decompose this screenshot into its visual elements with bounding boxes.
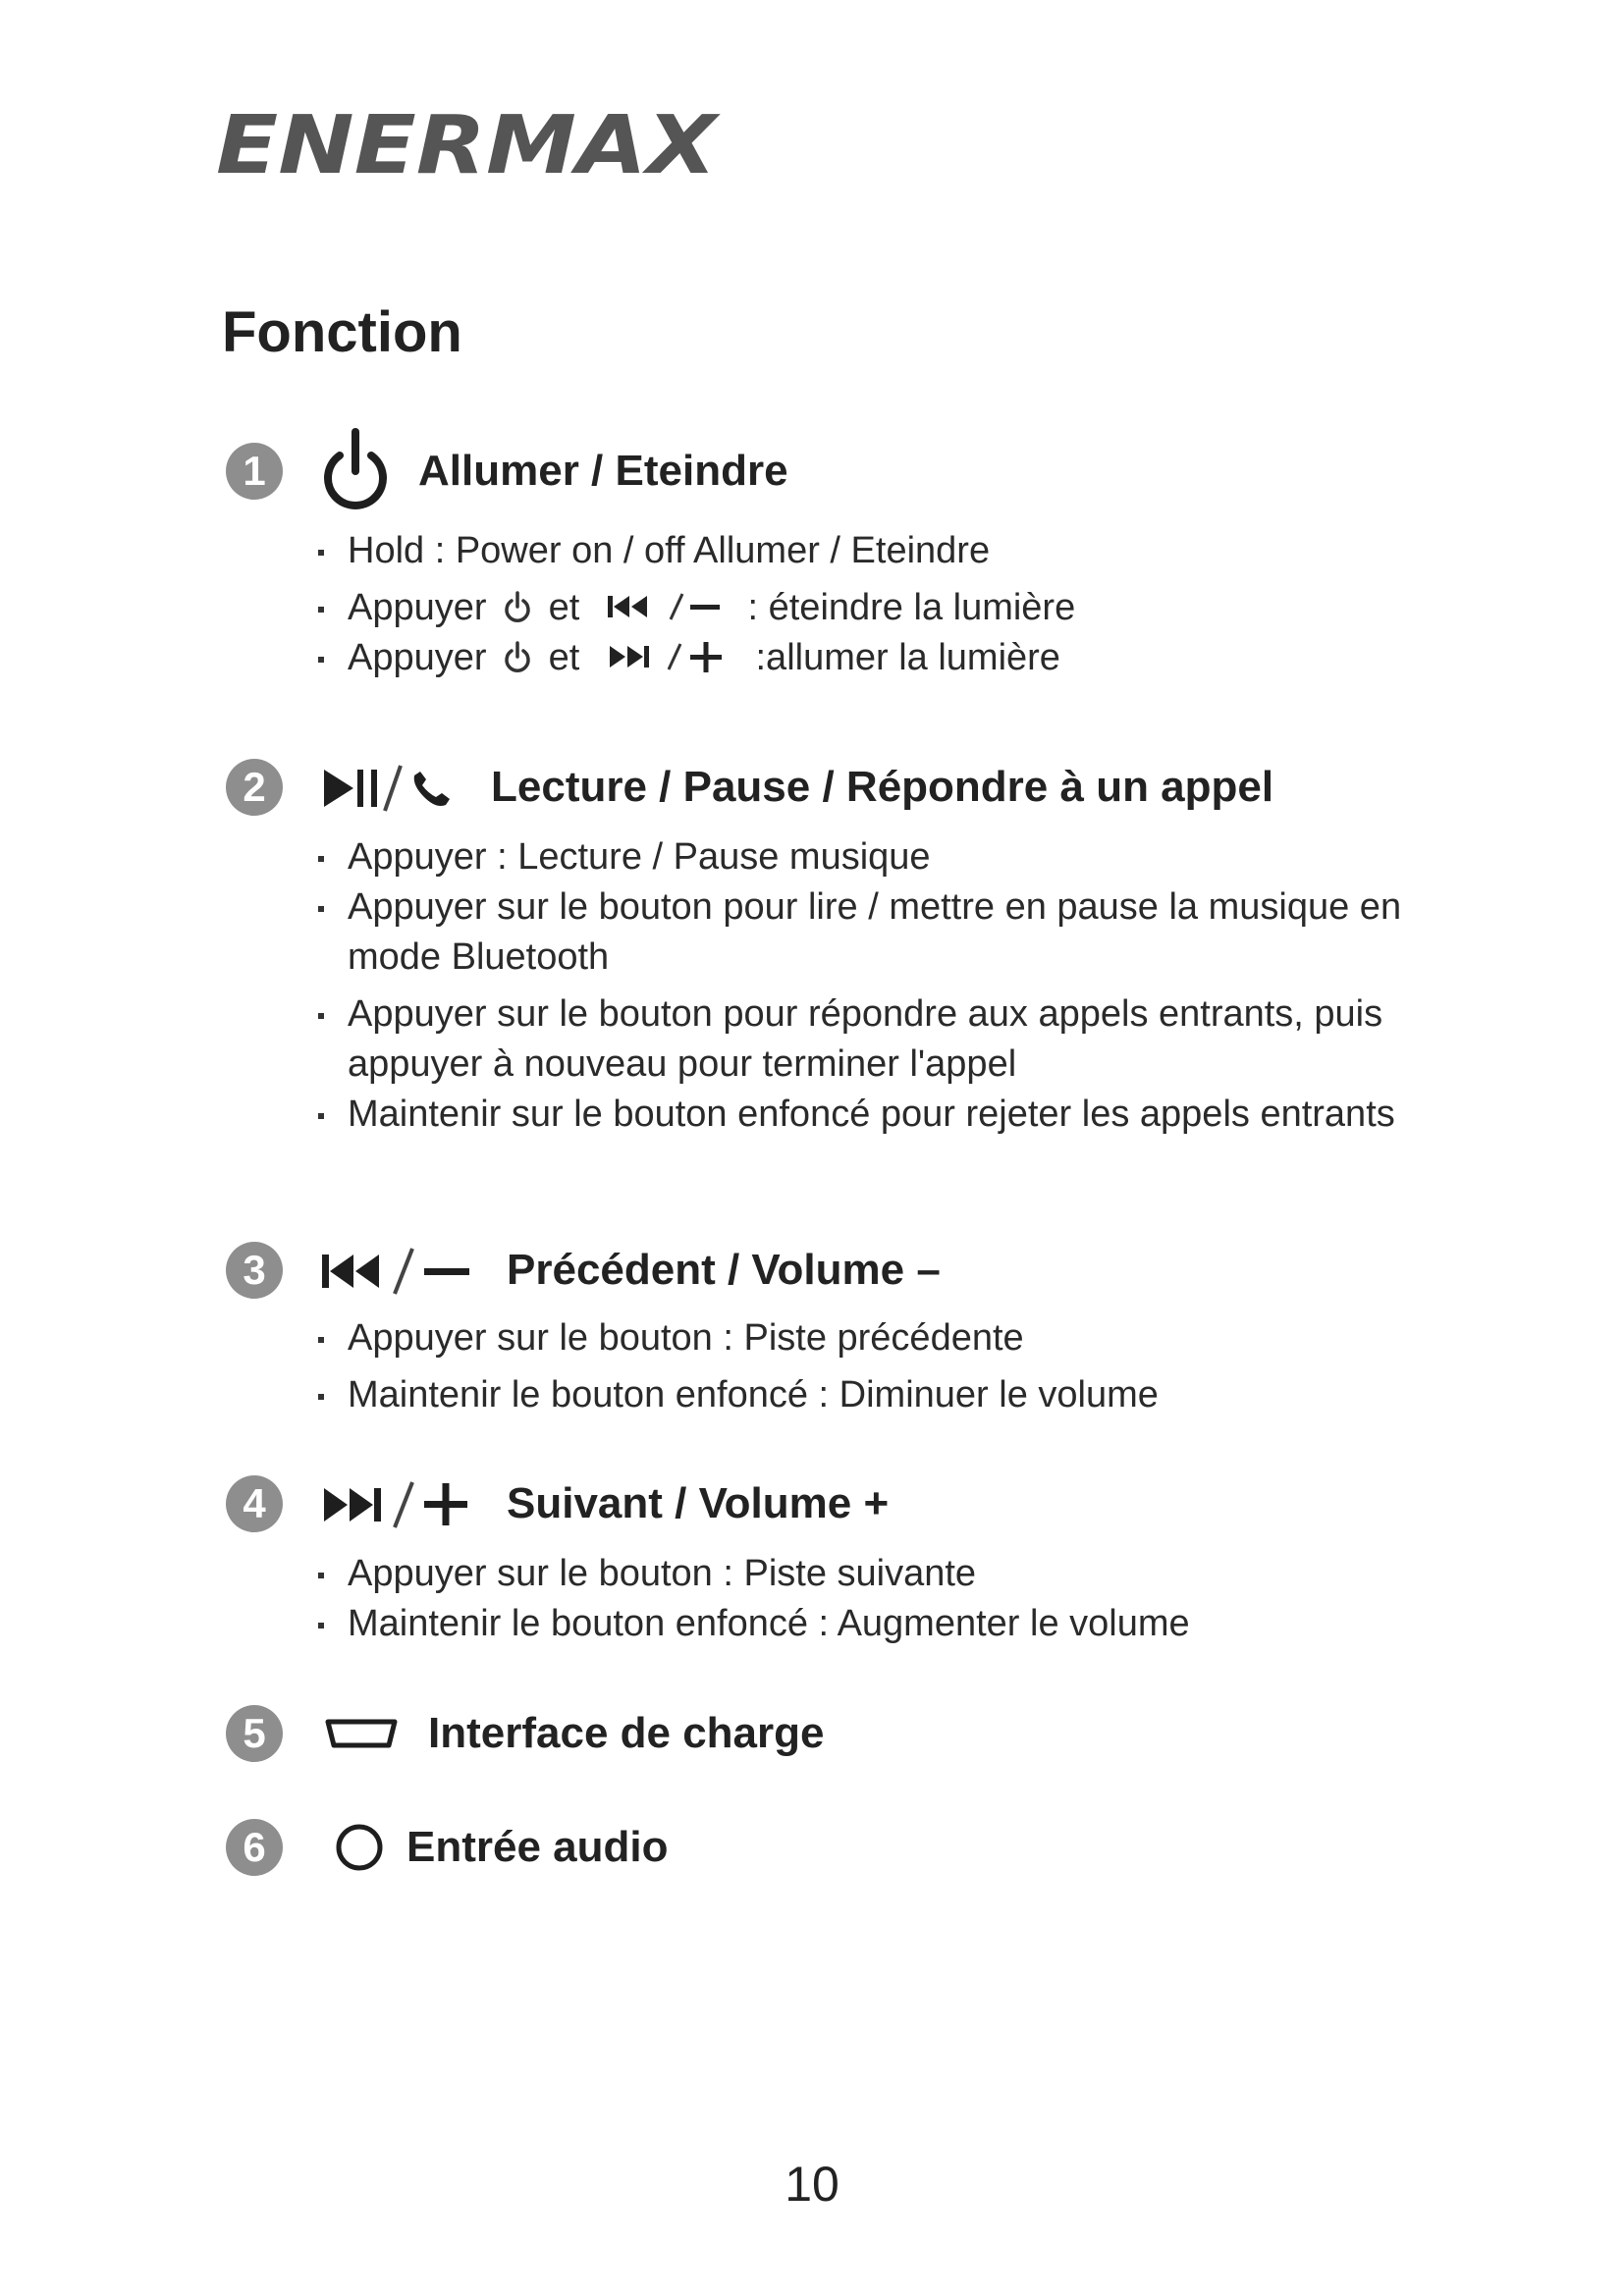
section-previous xyxy=(222,1221,1498,1420)
section-next xyxy=(222,1455,1498,1649)
page-title: Fonction xyxy=(222,300,462,364)
power-icon xyxy=(503,640,532,673)
audio-input-icon xyxy=(334,1822,385,1873)
section-header xyxy=(222,1798,1498,1896)
previous-minus-icon xyxy=(606,590,731,623)
list-item: Maintenir sur le bouton enfoncé pour rejeter les appels entrants xyxy=(318,1090,1477,1140)
section-items xyxy=(318,832,1477,1140)
logo-text: ENERMAX xyxy=(216,102,722,188)
section-title: Entrée audio xyxy=(406,1823,669,1871)
play-pause-phone-icon xyxy=(320,758,467,817)
list-item: Hold : Power on / off Allumer / Eteindre xyxy=(318,526,1477,576)
section-header xyxy=(222,1455,1498,1553)
number-badge: 6 xyxy=(226,1819,283,1876)
list-item: Appuyer et :allumer la lumière xyxy=(318,633,1477,683)
list-item: Appuyer sur le bouton : Piste suivante xyxy=(318,1549,1477,1599)
list-item: Appuyer sur le bouton pour lire / mettre en pause la musique en mode Bluetooth xyxy=(318,882,1477,983)
section-items xyxy=(318,1549,1477,1649)
list-item: Appuyer sur le bouton : Piste précédente xyxy=(318,1313,1477,1363)
section-header xyxy=(222,422,1498,520)
number-badge: 4 xyxy=(226,1475,283,1532)
section-title: Lecture / Pause / Répondre à un appel xyxy=(491,763,1274,811)
power-icon xyxy=(318,426,393,516)
section-audio-input xyxy=(222,1798,1498,1896)
number-badge: 1 xyxy=(226,443,283,500)
enermax-logo xyxy=(214,102,725,188)
previous-minus-icon xyxy=(320,1241,487,1300)
list-item: Maintenir le bouton enfoncé : Diminuer le volume xyxy=(318,1370,1477,1420)
section-header xyxy=(222,738,1498,836)
section-title: Suivant / Volume + xyxy=(507,1479,890,1527)
section-items xyxy=(318,1313,1477,1420)
section-title: Allumer / Eteindre xyxy=(418,447,788,495)
section-play-pause xyxy=(222,738,1498,1140)
section-items xyxy=(318,526,1477,683)
power-icon xyxy=(503,590,532,623)
section-title: Précédent / Volume – xyxy=(507,1246,941,1294)
section-charging xyxy=(222,1684,1498,1783)
number-badge: 5 xyxy=(226,1705,283,1762)
section-power xyxy=(222,422,1498,683)
number-badge: 3 xyxy=(226,1242,283,1299)
list-item: Appuyer et : éteindre la lumière xyxy=(318,583,1477,633)
section-header xyxy=(222,1221,1498,1319)
page-number: 10 xyxy=(785,2157,839,2212)
list-item: Appuyer sur le bouton pour répondre aux appels entrants, puis appuyer à nouveau pour terminer l'appel xyxy=(318,989,1477,1090)
section-title: Interface de charge xyxy=(428,1709,825,1757)
next-plus-icon xyxy=(606,640,739,673)
charging-port-icon xyxy=(324,1714,399,1753)
section-header xyxy=(222,1684,1498,1783)
number-badge: 2 xyxy=(226,759,283,816)
next-plus-icon xyxy=(320,1474,487,1533)
list-item: Appuyer : Lecture / Pause musique xyxy=(318,832,1477,882)
list-item: Maintenir le bouton enfoncé : Augmenter le volume xyxy=(318,1599,1477,1649)
